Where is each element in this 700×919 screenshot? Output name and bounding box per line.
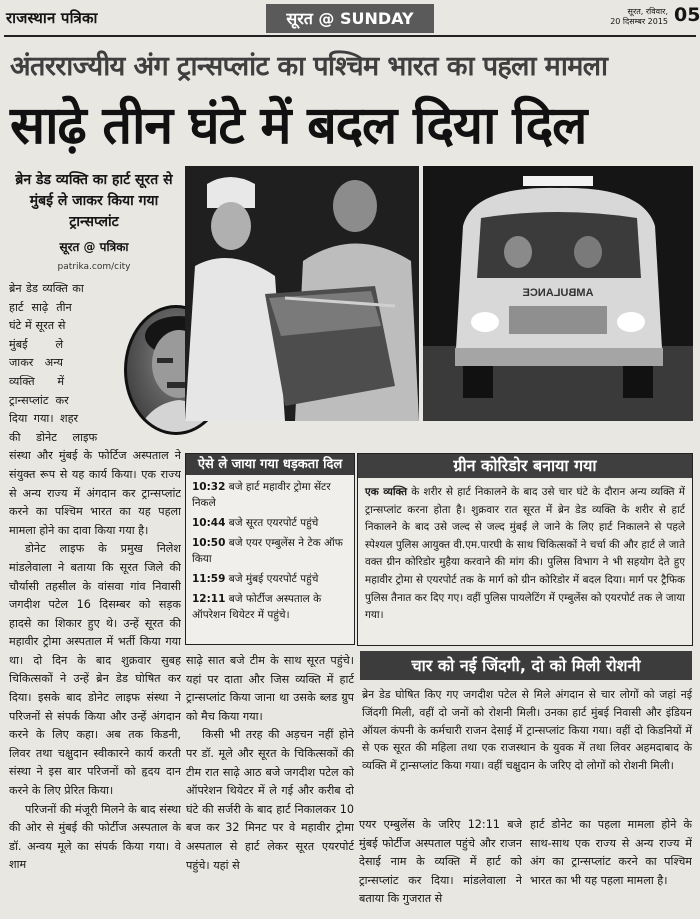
article-kicker: अंतरराज्यीय अंग ट्रान्सप्लांट का पश्चिम भारत का पहला मामला [10, 51, 608, 82]
timeline-time: 10:32 [192, 481, 226, 493]
timeline-time: 12:11 [192, 593, 226, 605]
four-lives-body: ब्रेन डेड घोषित किए गए जगदीश पटेल से मिले अंगदान से चार लोगों को जहां नई जिंदगी मिली, वहीं दो जनों को रोशनी मिली। उनका हार्ट मुंबई निवासी और इंडियन ऑयल कंपनी के कर्मचारी राजन देसाई में ट्रान्सप्लांट किया गया। वहीं दो किडनियों में से एक सूरत की महिला तथा एक राजस्थान के युवक में तथा लिवर अहमदाबाद के व्यक्ति में ट्रान्सप्लांट किया गया। वहीं चक्षुदान के जरिए दो लोगों को रोशनी मिली। [362, 688, 692, 773]
green-corridor-body [358, 478, 692, 631]
timeline-item [186, 535, 354, 567]
section-banner: सूरत @ SUNDAY [266, 4, 434, 33]
paper-name: राजस्थान पत्रिका [6, 9, 98, 27]
article-column-4: हार्ट डोनेट का पहला मामला होने के साथ-साथ एक राज्य से अन्य राज्य में अंग का ट्रान्सप्लांट करने का पश्चिम भारत का भी यह पहला मामला है। [530, 818, 692, 887]
timeline-time: 11:59 [192, 573, 226, 585]
article-subheading: ब्रेन डेड व्यक्ति का हार्ट सूरत से मुंबई ले जाकर किया गया ट्रान्सप्लांट [15, 172, 173, 230]
article-paragraph: परिजनों की मंजूरी मिलने के बाद संस्था की ओर से मुंबई की फोर्टीज अस्पताल के डॉ. अन्वय मूले का संपर्क किया गया। वे शाम [9, 802, 181, 872]
article-headline: साढ़े तीन घंटे में बदल दिया दिल [10, 96, 587, 156]
timeline-text: बजे सूरत एयरपोर्ट पहुंचे [228, 517, 319, 529]
timeline-text: बजे हार्ट महावीर ट्रोमा सेंटर निकले [192, 481, 331, 509]
dateline-date: 20 दिसम्बर 2015 [610, 17, 668, 26]
ambulance-photo [423, 166, 693, 421]
article-paragraph: ब्रेन डेड व्यक्ति का हार्ट साढ़े तीन घंटे में सूरत से मुंबई ले जाकर अन्य व्यक्ति में ट्रान्सप्लांट कर दिया गया। शहर की डोनेट लाइफ संस्था और मुंबई के फोर्टिज अस्पताल ने संयुक्त रूप से यह कार्य किया। एक राज्य से अन्य राज्य में अंगदान कर ट्रान्सप्लांट करने का पश्चिम भारत का यह पहला मामला होने का दावा किया गया है। [9, 282, 181, 537]
four-lives-title: चार को नई जिंदगी, दो को मिली रोशनी [360, 651, 692, 680]
heart-transport-photo [185, 166, 419, 421]
timeline-text: बजे एयर एम्बुलेंस ने टेक ऑफ किया [192, 537, 343, 565]
timeline-time: 10:44 [192, 517, 226, 529]
green-corridor-title: ग्रीन कोरिडोर बनाया गया [358, 454, 692, 478]
article-paragraph: साढ़े सात बजे टीम के साथ सूरत पहुंचे। यहां पर दाता और जिस व्यक्ति में हार्ट ट्रान्सप्लांट किया जाना था उसके ब्लड ग्रुप को मैच किया गया। [186, 654, 354, 723]
timeline-time: 10:50 [192, 537, 226, 549]
byline: सूरत @ पत्रिका [59, 240, 129, 254]
timeline-item [186, 571, 354, 587]
timeline-item [186, 515, 354, 531]
website-link: patrika.com/city [57, 262, 131, 272]
article-column-2 [186, 652, 354, 912]
timeline-item [186, 479, 354, 511]
dateline-city-day: सूरत, रविवार, [627, 7, 668, 16]
green-corridor-text: के शरीर से हार्ट निकालने के बाद उसे चार घंटे के दौरान अन्य व्यक्ति में ट्रान्सप्लांट करना होता है। शुक्रवार रात सूरत में ब्रेन डेड व्यक्ति के शरीर से हार्ट निकालने के बाद उसे जल्द से जल्द मुंबई ले जाने के लिए हार्ट निकालने से पहले स्पेश्यल पुलिस आयुक्त वी.एम.पारघी के साथ चिकित्सकों ने चर्चा की और हार्ट ले जाते वक्त ग्रीन कोरिडोर मुहैया करवाने की मांग की। पुलिस विभाग ने भी सहयोग देते हुए महावीर ट्रोमा से एयरपोर्ट तक के मार्ग को ग्रीन कोरिडोर में बदल दिया। मार्ग पर ट्रैफिक पुलिस तैनात कर दिए गए। वहीं पुलिस पायलेटिंग में एम्बुलेंस को एयरपोर्ट तक ले जाया गया। [365, 486, 685, 622]
article-paragraph: डोनेट लाइफ के प्रमुख निलेश मांडलेवाला ने बताया कि सूरत जिले की चौर्यासी तहसील के वांसवा गांव निवासी जगदीश पटेल 16 दिसम्बर को सड़क हादसे का शिकार हुए थे। उन्हें सूरत की महावीर ट्रोमा अस्पताल में भर्ती किया गया था। दो दिन के बाद शुक्रवार सुबह चिकित्सकों ने उन्हें ब्रेन डेड घोषित कर दिया। इसके बाद डोनेट लाइफ संस्था ने परिजनों से संपर्क किया और उन्हें अंगदान करने के लिए कहा। अब तक किडनी, लिवर तथा चक्षुदान स्वीकारने कार्य करती संस्था ने इस बार परिजनों को हृदय दान करने के लिए प्रेरित किया। [9, 542, 181, 798]
ambulance-mirror-text: AMBULANCE [522, 287, 594, 299]
timeline-text: बजे मुंबई एयरपोर्ट पहुंचे [228, 573, 319, 585]
masthead-divider [4, 35, 696, 37]
timeline-item [186, 591, 354, 623]
article-column-3: एयर एम्बुलेंस के जरिए 12:11 बजे मुंबई फोर्टीज अस्पताल पहुंचे और राजन देसाई नाम के व्यक्ति में हार्ट को ट्रान्सप्लांट कर दिया। मांडलेवाला ने बताया कि गुजरात से [359, 818, 522, 906]
doctors-carrying-heart-icon [185, 166, 419, 421]
ambulance-icon [423, 166, 693, 421]
timeline-text: बजे फोर्टीज अस्पताल के ऑपरेशन थियेटर में पहुंचे। [192, 593, 322, 621]
green-corridor-lead: एक व्यक्ति [365, 486, 408, 498]
green-corridor-box [357, 453, 693, 646]
dateline [604, 7, 668, 27]
timeline-box [185, 453, 355, 645]
article-paragraph: किसी भी तरह की अड़चन नहीं होने पर डॉ. मूले और सूरत के चिकित्सकों की टीम रात साढ़े आठ बजे जगदीश पटेल को ऑपरेशन थियेटर में ले गई और करीब दो घंटे की सर्जरी के बाद हार्ट निकालकर 10 बज कर 32 मिनट पर वे महावीर ट्रोमा अस्पताल से हार्ट लेकर सूरत एयरपोर्ट पहुंचे। यहां से [186, 728, 354, 872]
page-number: 05 [674, 4, 700, 26]
timeline-title: ऐसे ले जाया गया धड़कता दिल [186, 454, 354, 475]
